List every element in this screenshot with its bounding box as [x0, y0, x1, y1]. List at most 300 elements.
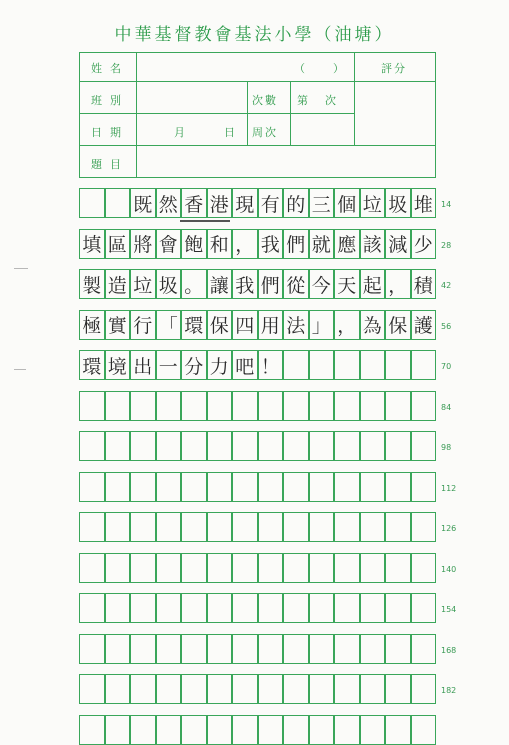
handwritten-character — [208, 513, 232, 541]
grid-square — [156, 553, 182, 583]
handwritten-character — [386, 473, 410, 501]
grid-row — [79, 310, 436, 340]
grid-row — [79, 391, 436, 421]
grid-square — [360, 512, 386, 542]
form-col-line — [247, 82, 248, 146]
handwritten-character — [157, 635, 181, 663]
grid-square — [334, 350, 360, 380]
handwritten-character — [106, 513, 130, 541]
grid-square — [360, 553, 386, 583]
grid-square — [79, 229, 105, 259]
grid-row — [79, 715, 436, 745]
grid-square — [411, 229, 437, 259]
handwritten-character: 製 — [82, 274, 102, 297]
handwritten-character — [386, 554, 410, 582]
grid-square — [385, 593, 411, 623]
handwritten-character: 讓 — [209, 274, 229, 297]
row-char-count: 28 — [441, 240, 452, 250]
grid-square — [232, 229, 258, 259]
handwritten-character — [131, 432, 155, 460]
grid-square — [156, 472, 182, 502]
grid-square — [283, 472, 309, 502]
handwritten-character — [310, 513, 334, 541]
grid-row — [79, 188, 436, 218]
handwritten-character: 環 — [82, 355, 102, 378]
grid-square — [309, 229, 335, 259]
grid-square — [156, 350, 182, 380]
grid-square — [207, 715, 233, 745]
grid-square — [258, 553, 284, 583]
grid-square — [360, 269, 386, 299]
grid-square — [79, 512, 105, 542]
grid-square — [181, 310, 207, 340]
grid-square — [207, 431, 233, 461]
grid-square — [334, 634, 360, 664]
handwritten-character — [182, 392, 206, 420]
grid-square — [309, 431, 335, 461]
handwritten-character: 堆 — [413, 193, 433, 216]
grid-square — [283, 431, 309, 461]
class-label: 班別 — [91, 94, 129, 107]
handwritten-character: 護 — [413, 315, 433, 337]
grid-square — [232, 188, 258, 218]
handwritten-character — [335, 432, 359, 460]
handwritten-character — [157, 513, 181, 541]
handwritten-character — [182, 594, 206, 622]
grid-square — [385, 715, 411, 745]
handwritten-character: 既 — [133, 193, 153, 216]
handwritten-character: 用 — [260, 315, 280, 337]
handwritten-character: 分 — [184, 355, 204, 378]
grid-square — [258, 269, 284, 299]
handwritten-character — [208, 594, 232, 622]
grid-square — [181, 188, 207, 218]
grid-square — [360, 310, 386, 340]
grid-square — [258, 472, 284, 502]
row-char-count: 154 — [441, 605, 457, 614]
times-label: 次數 — [252, 94, 278, 107]
grid-square — [105, 310, 131, 340]
grid-square — [105, 512, 131, 542]
handwritten-character — [361, 513, 385, 541]
handwritten-character — [233, 554, 257, 582]
grid-square — [181, 634, 207, 664]
grid-square — [130, 229, 156, 259]
handwritten-character — [335, 351, 359, 379]
handwritten-character: 該 — [362, 234, 382, 256]
grid-square — [258, 391, 284, 421]
grid-square — [207, 269, 233, 299]
handwritten-character — [80, 554, 104, 582]
grid-square — [360, 674, 386, 704]
grid-square — [411, 188, 437, 218]
handwritten-character: ， — [235, 234, 255, 256]
handwritten-character — [131, 392, 155, 420]
row-char-count: 140 — [441, 564, 457, 574]
grid-square — [360, 391, 386, 421]
handwritten-character — [233, 432, 257, 460]
grid-square — [79, 472, 105, 502]
grid-square — [334, 229, 360, 259]
handwritten-character — [157, 675, 181, 703]
grid-square — [130, 350, 156, 380]
grid-row — [79, 553, 436, 583]
handwritten-character: 我 — [260, 234, 280, 256]
handwritten-character — [259, 392, 283, 420]
grid-square — [334, 593, 360, 623]
grid-square — [309, 269, 335, 299]
grid-square — [105, 674, 131, 704]
grid-square — [309, 674, 335, 704]
grid-square — [156, 391, 182, 421]
grid-row — [79, 512, 436, 542]
grid-square — [181, 512, 207, 542]
handwritten-character: 行 — [133, 315, 153, 337]
grid-square — [105, 229, 131, 259]
grid-square — [130, 188, 156, 218]
handwritten-character — [259, 554, 283, 582]
handwritten-character — [361, 392, 385, 420]
handwritten-character — [284, 594, 308, 622]
grid-square — [258, 350, 284, 380]
row-char-count: 14 — [441, 200, 452, 209]
grid-square — [156, 188, 182, 218]
grid-square — [232, 391, 258, 421]
grid-square — [334, 715, 360, 745]
handwritten-character: 然 — [158, 193, 178, 216]
handwritten-character: 區 — [107, 234, 127, 256]
grid-square — [385, 310, 411, 340]
grid-square — [411, 391, 437, 421]
handwritten-character: ！ — [260, 355, 280, 378]
handwritten-character — [284, 675, 308, 703]
grid-square — [130, 269, 156, 299]
handwritten-character — [386, 594, 410, 622]
grid-square — [156, 310, 182, 340]
handwritten-character — [386, 432, 410, 460]
grid-square — [411, 269, 437, 299]
grid-row — [79, 431, 436, 461]
handwritten-character: 有 — [260, 193, 280, 216]
grid-square — [156, 715, 182, 745]
grid-square — [309, 188, 335, 218]
grid-square — [360, 634, 386, 664]
handwritten-character — [106, 432, 130, 460]
grid-square — [232, 472, 258, 502]
grid-square — [105, 391, 131, 421]
grid-square — [360, 472, 386, 502]
row-char-count: 70 — [441, 362, 452, 371]
grid-square — [130, 512, 156, 542]
handwritten-character: 一 — [158, 355, 178, 378]
handwritten-character — [131, 513, 155, 541]
grid-square — [283, 188, 309, 218]
grid-square — [130, 674, 156, 704]
handwritten-character — [106, 635, 130, 663]
handwritten-character: ， — [388, 274, 408, 297]
handwritten-character: 出 — [133, 355, 153, 378]
grid-square — [411, 593, 437, 623]
handwritten-character: 境 — [107, 355, 127, 378]
handwritten-character — [412, 392, 436, 420]
row-char-count: 98 — [441, 443, 452, 452]
grid-square — [283, 229, 309, 259]
handwritten-character — [310, 351, 334, 379]
handwritten-character: 起 — [362, 274, 382, 297]
handwritten-character: 會 — [158, 234, 178, 256]
grid-row — [79, 593, 436, 623]
grid-square — [156, 593, 182, 623]
handwritten-character — [157, 594, 181, 622]
grid-square — [232, 634, 258, 664]
handwritten-character — [131, 473, 155, 501]
grid-square — [309, 512, 335, 542]
handwritten-character — [233, 473, 257, 501]
grid-square — [283, 391, 309, 421]
grid-square — [207, 310, 233, 340]
handwritten-character — [80, 635, 104, 663]
handwritten-character — [284, 392, 308, 420]
grid-square — [385, 229, 411, 259]
handwritten-character — [259, 513, 283, 541]
handwritten-character: 三 — [311, 193, 331, 216]
handwritten-character — [335, 513, 359, 541]
handwritten-character — [131, 675, 155, 703]
grid-square — [334, 553, 360, 583]
row-char-count: 42 — [441, 281, 452, 290]
grid-square — [360, 229, 386, 259]
handwritten-character — [412, 513, 436, 541]
handwritten-character: 和 — [209, 234, 229, 256]
handwritten-character — [284, 554, 308, 582]
handwritten-character — [284, 432, 308, 460]
row-char-count: 126 — [441, 524, 457, 533]
handwritten-character — [182, 554, 206, 582]
grid-square — [411, 431, 437, 461]
grid-square — [283, 674, 309, 704]
grid-square — [130, 472, 156, 502]
date-day-label: 日 — [224, 126, 243, 139]
grid-square — [334, 310, 360, 340]
grid-square — [283, 553, 309, 583]
grid-row — [79, 350, 436, 380]
handwritten-character — [361, 675, 385, 703]
handwritten-character: 實 — [107, 315, 127, 337]
grid-square — [283, 350, 309, 380]
handwritten-character — [131, 594, 155, 622]
grid-square — [156, 512, 182, 542]
handwritten-character — [80, 594, 104, 622]
handwritten-character — [80, 392, 104, 420]
grid-square — [360, 350, 386, 380]
name-label: 姓名 — [91, 62, 129, 75]
grid-square — [232, 269, 258, 299]
grid-square — [411, 674, 437, 704]
grid-square — [105, 715, 131, 745]
handwritten-character: 就 — [311, 234, 331, 256]
grid-square — [334, 512, 360, 542]
grid-square — [232, 674, 258, 704]
handwritten-character — [157, 473, 181, 501]
grid-row — [79, 634, 436, 664]
grid-square — [79, 431, 105, 461]
grid-square — [258, 715, 284, 745]
handwritten-character — [335, 635, 359, 663]
handwritten-character — [106, 392, 130, 420]
grid-square — [232, 431, 258, 461]
grid-square — [385, 674, 411, 704]
grid-square — [283, 269, 309, 299]
handwritten-character — [386, 513, 410, 541]
handwritten-character: 積 — [413, 274, 433, 297]
grid-square — [385, 269, 411, 299]
handwritten-character: 圾 — [158, 274, 178, 297]
handwritten-character — [182, 513, 206, 541]
grid-square — [258, 310, 284, 340]
handwritten-character — [412, 675, 436, 703]
grid-square — [130, 431, 156, 461]
form-col-line — [354, 52, 355, 146]
grid-square — [181, 593, 207, 623]
row-char-count: 112 — [441, 483, 457, 493]
week-label: 周次 — [252, 126, 278, 139]
grid-square — [232, 553, 258, 583]
grid-row — [79, 674, 436, 704]
handwritten-character — [310, 432, 334, 460]
handwritten-character — [335, 473, 359, 501]
handwritten-character: 造 — [107, 274, 127, 297]
grid-square — [79, 310, 105, 340]
grid-square — [283, 715, 309, 745]
handwritten-character — [310, 675, 334, 703]
handwritten-character — [412, 473, 436, 501]
grid-square — [181, 472, 207, 502]
handwritten-character: 港 — [209, 193, 229, 216]
handwritten-character: 四 — [235, 315, 255, 337]
grid-square — [207, 188, 233, 218]
handwritten-character: 環 — [184, 315, 204, 337]
grid-square — [79, 553, 105, 583]
handwritten-character — [310, 635, 334, 663]
grid-row — [79, 269, 436, 299]
grid-square — [258, 229, 284, 259]
handwritten-character: 填 — [82, 234, 102, 256]
grid-square — [334, 391, 360, 421]
grid-square — [232, 350, 258, 380]
grid-square — [258, 431, 284, 461]
handwritten-character — [386, 635, 410, 663]
handwritten-character: 為 — [362, 315, 382, 337]
grid-row — [79, 229, 436, 259]
grid-square — [79, 188, 105, 218]
grid-square — [360, 431, 386, 461]
grid-square — [105, 553, 131, 583]
handwritten-character — [361, 594, 385, 622]
handwritten-character: ， — [337, 315, 357, 337]
handwritten-character: 個 — [337, 193, 357, 216]
grid-square — [156, 431, 182, 461]
grid-square — [283, 593, 309, 623]
grid-square — [130, 593, 156, 623]
handwritten-character — [157, 554, 181, 582]
handwritten-character: 垃 — [133, 274, 153, 297]
handwritten-character — [361, 635, 385, 663]
handwritten-character: 保 — [209, 315, 229, 337]
grid-square — [385, 350, 411, 380]
handwritten-character — [208, 675, 232, 703]
grid-square — [181, 431, 207, 461]
handwritten-character — [106, 675, 130, 703]
handwritten-character: 極 — [82, 315, 102, 337]
handwritten-character — [233, 675, 257, 703]
handwritten-character: 飽 — [184, 234, 204, 256]
handwritten-character — [106, 473, 130, 501]
grid-square — [156, 674, 182, 704]
grid-square — [334, 431, 360, 461]
grid-square — [411, 512, 437, 542]
grid-square — [181, 553, 207, 583]
topic-label: 題目 — [91, 158, 129, 171]
grid-square — [411, 553, 437, 583]
handwritten-character — [208, 554, 232, 582]
handwritten-character — [412, 594, 436, 622]
handwritten-character — [412, 554, 436, 582]
handwritten-character — [182, 432, 206, 460]
grid-row — [79, 472, 436, 502]
grid-square — [79, 269, 105, 299]
grid-square — [105, 431, 131, 461]
handwritten-character — [412, 351, 436, 379]
grid-square — [105, 350, 131, 380]
grid-square — [385, 472, 411, 502]
handwritten-character: 的 — [286, 193, 306, 216]
grid-square — [385, 431, 411, 461]
date-month-label: 月 — [174, 126, 193, 139]
handwritten-character: 今 — [311, 274, 331, 297]
grid-square — [309, 472, 335, 502]
handwritten-character — [131, 554, 155, 582]
grid-square — [207, 350, 233, 380]
grid-square — [130, 715, 156, 745]
handwritten-character — [361, 351, 385, 379]
grid-square — [156, 634, 182, 664]
handwritten-character — [182, 473, 206, 501]
handwritten-character — [80, 189, 104, 217]
handwritten-character — [106, 594, 130, 622]
grid-square — [105, 634, 131, 664]
grid-square — [207, 593, 233, 623]
grid-square — [360, 593, 386, 623]
grid-square — [258, 593, 284, 623]
grid-square — [360, 715, 386, 745]
handwritten-character — [310, 554, 334, 582]
scan-mark — [14, 369, 26, 370]
handwritten-character: 。 — [184, 274, 204, 297]
handwritten-character — [361, 432, 385, 460]
handwritten-character — [106, 189, 130, 217]
grid-square — [334, 674, 360, 704]
grid-square — [309, 715, 335, 745]
handwritten-character — [259, 675, 283, 703]
grid-square — [181, 229, 207, 259]
handwritten-character: 從 — [286, 274, 306, 297]
handwritten-character: 將 — [133, 234, 153, 256]
handwritten-character — [259, 432, 283, 460]
handwritten-character — [361, 554, 385, 582]
handwritten-character — [310, 594, 334, 622]
grid-square — [385, 188, 411, 218]
grid-square — [385, 553, 411, 583]
